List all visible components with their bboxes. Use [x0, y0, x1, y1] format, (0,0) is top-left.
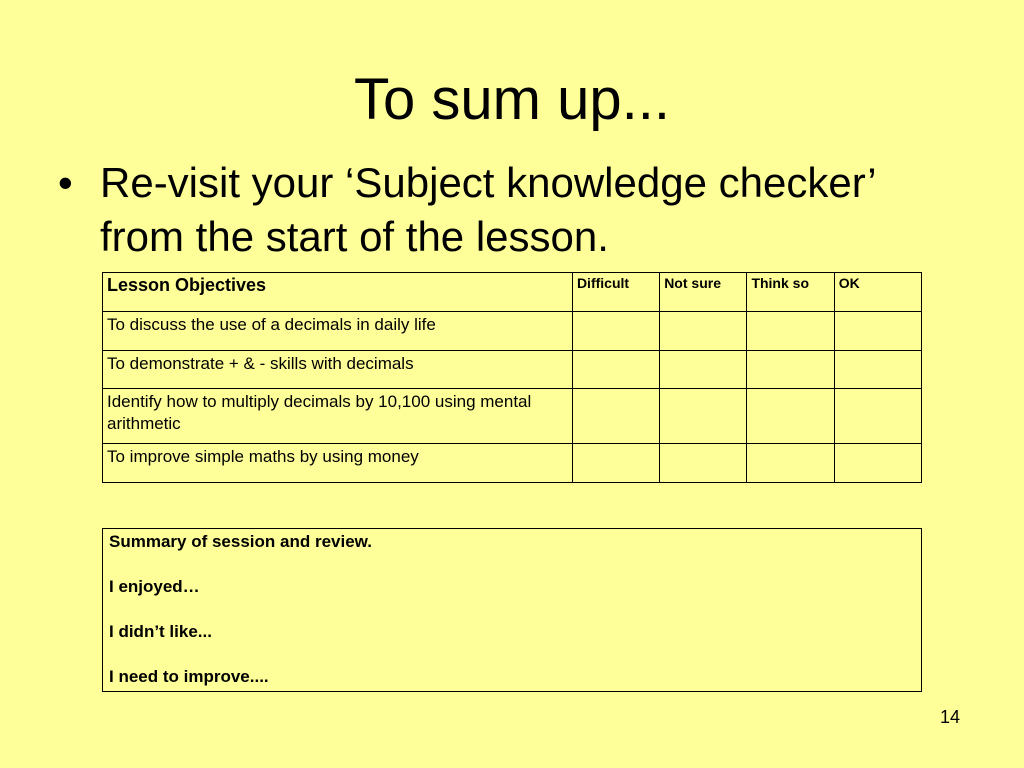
header-not-sure: Not sure	[660, 273, 747, 312]
table-row	[103, 389, 922, 444]
summary-enjoyed: I enjoyed…	[109, 577, 200, 596]
rating-cell-ok	[834, 389, 921, 444]
summary-box	[102, 528, 922, 692]
header-lesson-objectives: Lesson Objectives	[103, 273, 573, 312]
rating-cell-difficult	[572, 389, 659, 444]
rating-cell-ok	[834, 312, 921, 351]
rating-cell-think-so	[747, 389, 834, 444]
header-difficult: Difficult	[572, 273, 659, 312]
rating-cell-think-so	[747, 351, 834, 389]
table-row	[103, 444, 922, 483]
rating-cell-ok	[834, 444, 921, 483]
header-think-so: Think so	[747, 273, 834, 312]
table-row	[103, 351, 922, 389]
objective-cell: To improve simple maths by using money	[103, 444, 573, 483]
rating-cell-not-sure	[660, 312, 747, 351]
objective-cell: To demonstrate + & - skills with decimals	[103, 351, 573, 389]
rating-cell-not-sure	[660, 389, 747, 444]
summary-didnt-like: I didn’t like...	[109, 622, 212, 641]
header-ok: OK	[834, 273, 921, 312]
bullet-text: Re-visit your ‘Subject knowledge checker’ from the start of the lesson.	[100, 159, 876, 260]
rating-cell-think-so	[747, 444, 834, 483]
summary-need-to-improve: I need to improve....	[109, 667, 269, 686]
rating-cell-think-so	[747, 312, 834, 351]
objective-cell: Identify how to multiply decimals by 10,100 using mental arithmetic	[103, 389, 573, 444]
rating-cell-ok	[834, 351, 921, 389]
table-header-row	[103, 273, 922, 312]
objective-cell: To discuss the use of a decimals in daily life	[103, 312, 573, 351]
summary-heading: Summary of session and review.	[109, 532, 372, 551]
rating-cell-not-sure	[660, 444, 747, 483]
lesson-objectives-table	[102, 272, 922, 483]
page-number: 14	[940, 707, 961, 727]
rating-cell-not-sure	[660, 351, 747, 389]
slide-title: To sum up...	[354, 67, 670, 132]
bullet-icon: •	[58, 159, 73, 206]
rating-cell-difficult	[572, 444, 659, 483]
table-row	[103, 312, 922, 351]
rating-cell-difficult	[572, 351, 659, 389]
rating-cell-difficult	[572, 312, 659, 351]
